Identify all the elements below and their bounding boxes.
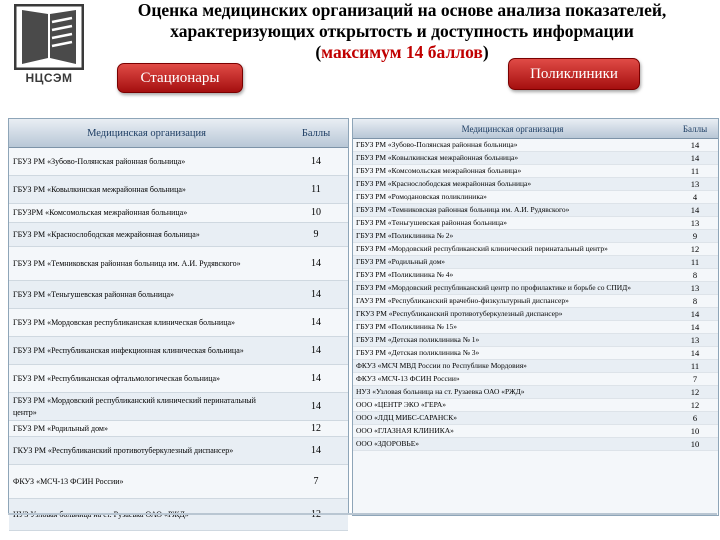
organization-name: ГБУЗ РМ «Теньгушевская районная больница»: [9, 281, 284, 309]
organization-name: ГБУЗ РМ «Краснослободская межрайонная больница»: [9, 223, 284, 247]
logo: [14, 4, 84, 88]
organization-name: ГБУЗ РМ «Теньгушевская районная больница»: [353, 217, 672, 230]
table-row: [9, 337, 348, 365]
score-value: 14: [284, 247, 348, 281]
table-row: [353, 282, 718, 295]
table-header: [353, 119, 718, 139]
title-line-2: характеризующих открытость и доступность информации: [170, 21, 634, 41]
score-value: 14: [284, 437, 348, 465]
table-row: [9, 421, 348, 437]
organization-name: ГКУЗ РМ «Республиканский противотуберкулезный диспансер»: [9, 437, 284, 465]
score-value: 12: [672, 399, 718, 412]
organization-name: ГБУЗ РМ «Республиканская офтальмологическая больница»: [9, 365, 284, 393]
table-row: [353, 230, 718, 243]
score-value: 14: [672, 152, 718, 165]
table-row: [353, 178, 718, 191]
organization-name: ООО «ЦЕНТР ЭКО «ГЕРА»: [353, 399, 672, 412]
organization-name: ГБУЗ РМ «Темниковская районная больница им. А.И. Рудявского»: [353, 204, 672, 217]
hospitals-panel: [8, 118, 349, 513]
organization-name: ФКУЗ «МСЧ-13 ФСИН России»: [9, 465, 284, 499]
title-paren-close: ): [482, 42, 489, 62]
organization-name: ГБУЗ РМ «Краснослободская межрайонная больница»: [353, 178, 672, 191]
organization-name: ГКУЗ РМ «Республиканский противотуберкулезный диспансер»: [353, 308, 672, 321]
hospitals-table: [9, 119, 348, 531]
organization-name: ГБУЗ РМ «Детская поликлиника № 1»: [353, 334, 672, 347]
table-row: [353, 295, 718, 308]
score-value: 14: [284, 393, 348, 421]
title-accent: максимум 14 баллов: [321, 42, 483, 62]
table-row: [9, 365, 348, 393]
table-row: [353, 243, 718, 256]
score-value: 13: [672, 334, 718, 347]
score-value: 14: [284, 365, 348, 393]
table-row: [353, 256, 718, 269]
score-value: 13: [672, 178, 718, 191]
organization-name: ГБУЗ РМ «Родильный дом»: [353, 256, 672, 269]
bottom-divider: [8, 513, 717, 515]
polyclinics-table-body: [353, 139, 718, 451]
table-row: [9, 437, 348, 465]
column-header-score: Баллы: [672, 119, 718, 139]
book-logo-icon: [14, 4, 84, 70]
score-value: 14: [284, 281, 348, 309]
table-row: [353, 139, 718, 152]
table-row: [353, 399, 718, 412]
table-row: [353, 412, 718, 425]
tab-polyclinics[interactable]: Поликлиники: [508, 58, 640, 90]
column-header-organization: Медицинская организация: [353, 119, 672, 139]
score-value: 9: [672, 230, 718, 243]
organization-name: ГБУЗ РМ «Мордовский республиканский клинический перинатальный центр»: [353, 243, 672, 256]
organization-name: ГБУЗ РМ «Комсомольская межрайонная больница»: [353, 165, 672, 178]
table-row: [9, 465, 348, 499]
score-value: 14: [672, 347, 718, 360]
score-value: 10: [672, 438, 718, 451]
column-header-score: Баллы: [284, 119, 348, 148]
table-row: [353, 438, 718, 451]
organization-name: ГБУЗ РМ «Республиканская инфекционная клиническая больница»: [9, 337, 284, 365]
polyclinics-panel: [352, 118, 719, 516]
tab-hospitals[interactable]: Стационары: [117, 63, 243, 93]
table-row: [9, 204, 348, 223]
table-row: [9, 176, 348, 204]
score-value: 11: [672, 360, 718, 373]
organization-name: ГБУЗ РМ «Родильный дом»: [9, 421, 284, 437]
table-row: [9, 393, 348, 421]
page-title: [92, 0, 712, 63]
score-value: 9: [284, 223, 348, 247]
hospitals-table-body: [9, 148, 348, 531]
table-row: [353, 204, 718, 217]
table-row: [353, 360, 718, 373]
score-value: 13: [672, 282, 718, 295]
table-row: [9, 281, 348, 309]
table-row: [353, 165, 718, 178]
score-value: 10: [672, 425, 718, 438]
organization-name: ГБУЗ РМ «Поликлиника № 2»: [353, 230, 672, 243]
score-value: 12: [672, 243, 718, 256]
score-value: 6: [672, 412, 718, 425]
logo-text: НЦСЭМ: [25, 71, 73, 85]
organization-name: ГБУЗ РМ «Зубово-Полянская районная больница»: [9, 148, 284, 176]
organization-name: ФКУЗ «МСЧ МВД России по Республике Мордовия»: [353, 360, 672, 373]
table-row: [353, 191, 718, 204]
table-row: [353, 334, 718, 347]
table-row: [353, 386, 718, 399]
table-row: [353, 373, 718, 386]
score-value: 14: [284, 309, 348, 337]
organization-name: ГБУЗ РМ «Мордовская республиканская клиническая больница»: [9, 309, 284, 337]
score-value: 4: [672, 191, 718, 204]
table-row: [9, 309, 348, 337]
organization-name: ГБУЗ РМ «Детская поликлиника № 3»: [353, 347, 672, 360]
score-value: 7: [284, 465, 348, 499]
table-row: [9, 223, 348, 247]
organization-name: ГБУЗ РМ «Темниковская районная больница им. А.И. Рудявского»: [9, 247, 284, 281]
score-value: 14: [672, 308, 718, 321]
table-row: [353, 347, 718, 360]
organization-name: ГБУЗРМ «Комсомольская межрайонная больница»: [9, 204, 284, 223]
organization-name: ГБУЗ РМ «Ковылкинская межрайонная больница»: [9, 176, 284, 204]
score-value: 14: [672, 321, 718, 334]
score-value: 14: [284, 148, 348, 176]
score-value: 11: [284, 176, 348, 204]
table-row: [353, 308, 718, 321]
organization-name: ООО «ЛДЦ МИБС-САРАНСК»: [353, 412, 672, 425]
organization-name: ГАУЗ РМ «Республиканский врачебно-физкультурный диспансер»: [353, 295, 672, 308]
score-value: 8: [672, 269, 718, 282]
organization-name: ГБУЗ РМ «Поликлиника № 4»: [353, 269, 672, 282]
table-row: [9, 247, 348, 281]
score-value: 13: [672, 217, 718, 230]
score-value: 10: [284, 204, 348, 223]
score-value: 14: [284, 337, 348, 365]
column-header-organization: Медицинская организация: [9, 119, 284, 148]
table-row: [353, 321, 718, 334]
organization-name: ГБУЗ РМ «Мордовский республиканский клинический перинатальный центр»: [9, 393, 284, 421]
title-paren-open: (: [315, 42, 322, 62]
score-value: 7: [672, 373, 718, 386]
polyclinics-table: [353, 119, 718, 451]
table-row: [353, 152, 718, 165]
organization-name: ГБУЗ РМ «Поликлиника № 15»: [353, 321, 672, 334]
title-line-1: Оценка медицинских организаций на основе анализа показателей,: [137, 0, 667, 20]
organization-name: ГБУЗ РМ «Ковылкинская межрайонная больница»: [353, 152, 672, 165]
score-value: 14: [672, 204, 718, 217]
organization-name: ООО «ГЛАЗНАЯ КЛИНИКА»: [353, 425, 672, 438]
table-header: [9, 119, 348, 148]
organization-name: ФКУЗ «МСЧ-13 ФСИН России»: [353, 373, 672, 386]
table-row: [9, 148, 348, 176]
score-value: 14: [672, 139, 718, 152]
organization-name: ГБУЗ РМ «Зубово-Полянская районная больница»: [353, 139, 672, 152]
score-value: 12: [284, 421, 348, 437]
organization-name: ООО «ЗДОРОВЬЕ»: [353, 438, 672, 451]
organization-name: НУЗ «Узловая больница на ст. Рузаевка ОАО «РЖД»: [353, 386, 672, 399]
organization-name: ГБУЗ РМ «Ромодановская поликлиника»: [353, 191, 672, 204]
table-row: [353, 269, 718, 282]
organization-name: ГБУЗ РМ «Мордовский республиканский центр по профилактике и борьбе со СПИД»: [353, 282, 672, 295]
score-value: 8: [672, 295, 718, 308]
table-row: [353, 217, 718, 230]
score-value: 11: [672, 165, 718, 178]
score-value: 12: [672, 386, 718, 399]
table-row: [353, 425, 718, 438]
score-value: 11: [672, 256, 718, 269]
